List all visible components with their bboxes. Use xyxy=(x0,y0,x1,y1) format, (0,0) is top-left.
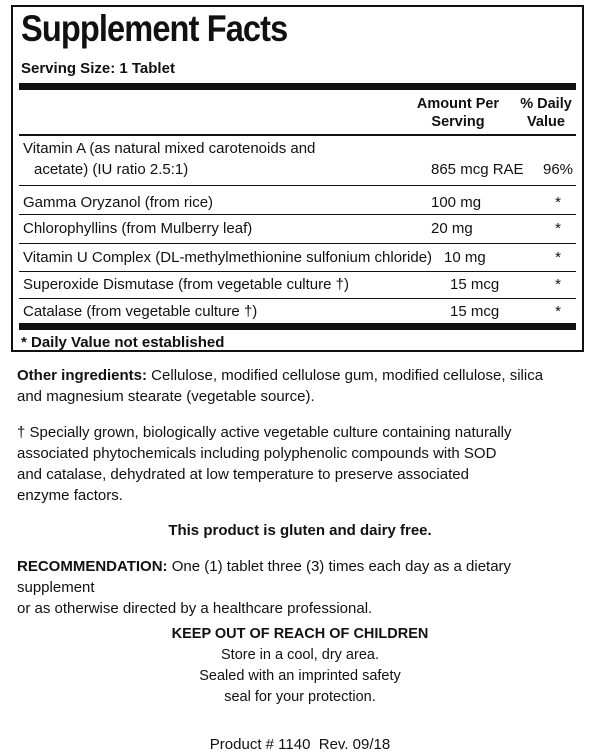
row-divider xyxy=(19,185,576,186)
panel-title: Supplement Facts xyxy=(21,8,288,49)
nutrient-daily-value: * xyxy=(555,303,561,320)
recommendation-text-cont: or as otherwise directed by a healthcare professional. xyxy=(17,600,373,617)
row-divider xyxy=(19,298,576,299)
product-revision: Product # 1140 Rev. 09/18 xyxy=(209,736,391,753)
nutrient-amount: 100 mg xyxy=(431,194,482,211)
column-header-amount: Amount Per Serving xyxy=(416,96,500,130)
nutrient-amount: 15 mcg xyxy=(450,276,500,293)
thick-divider-bottom xyxy=(19,323,576,330)
nutrient-name: Vitamin U Complex (DL-methylmethionine sulfonium chloride) xyxy=(23,249,433,266)
other-ingredients-label: Other ingredients: xyxy=(17,367,148,384)
supplement-facts-panel xyxy=(11,5,584,352)
nutrient-name: Gamma Oryzanol (from rice) xyxy=(23,194,214,211)
recommendation-text: One (1) tablet three (3) times each day as a dietary supplement xyxy=(17,558,512,596)
seal-note-cont: seal for your protection. xyxy=(224,689,376,705)
serving-size: Serving Size: 1 Tablet xyxy=(21,60,175,77)
storage-instruction: Store in a cool, dry area. xyxy=(221,647,379,663)
thick-divider-top xyxy=(19,83,576,90)
recommendation-label: RECOMMENDATION: xyxy=(17,558,168,575)
other-ingredients-text: Cellulose, modified cellulose gum, modified cellulose, silica xyxy=(147,367,544,384)
nutrient-amount: 15 mcg xyxy=(450,303,500,320)
gluten-dairy-free-note: This product is gluten and dairy free. xyxy=(168,522,432,539)
nutrient-amount: 20 mg xyxy=(431,220,473,237)
warning-title: KEEP OUT OF REACH OF CHILDREN xyxy=(171,626,429,642)
seal-note: Sealed with an imprinted safety xyxy=(199,668,401,684)
row-divider xyxy=(19,243,576,244)
nutrient-daily-value: * xyxy=(555,249,561,266)
header-divider xyxy=(19,134,576,136)
row-divider xyxy=(19,214,576,215)
nutrient-name: Superoxide Dismutase (from vegetable culture †) xyxy=(23,276,349,293)
dagger-footnote: † Specially grown, biologically active vegetable culture containing naturally associated phytochemicals including polyphenolic compounds with SOD and catalase, dehydrated at low temperature to preserve associated enzyme factors. xyxy=(17,424,512,504)
nutrient-daily-value: * xyxy=(555,194,561,211)
nutrient-row xyxy=(23,140,576,184)
recommendation xyxy=(17,556,587,619)
nutrient-amount: 10 mg xyxy=(444,249,486,266)
nutrient-name: Catalase (from vegetable culture †) xyxy=(23,303,258,320)
row-divider xyxy=(19,271,576,272)
nutrient-name: Vitamin A (as natural mixed carotenoids and xyxy=(23,140,316,157)
nutrient-amount: 865 mcg RAE xyxy=(431,161,524,178)
nutrient-name-cont: acetate) (IU ratio 2.5:1) xyxy=(34,161,189,178)
other-ingredients-text-cont: and magnesium stearate (vegetable source). xyxy=(17,388,315,405)
nutrient-daily-value: * xyxy=(555,276,561,293)
nutrient-name: Chlorophyllins (from Mulberry leaf) xyxy=(23,220,253,237)
other-ingredients xyxy=(17,365,587,407)
nutrient-daily-value: * xyxy=(555,220,561,237)
daily-value-footnote: * Daily Value not established xyxy=(21,334,225,351)
nutrient-daily-value: 96% xyxy=(542,161,574,178)
warning-block xyxy=(0,624,600,708)
column-header-daily-value: % Daily Value xyxy=(520,96,572,130)
